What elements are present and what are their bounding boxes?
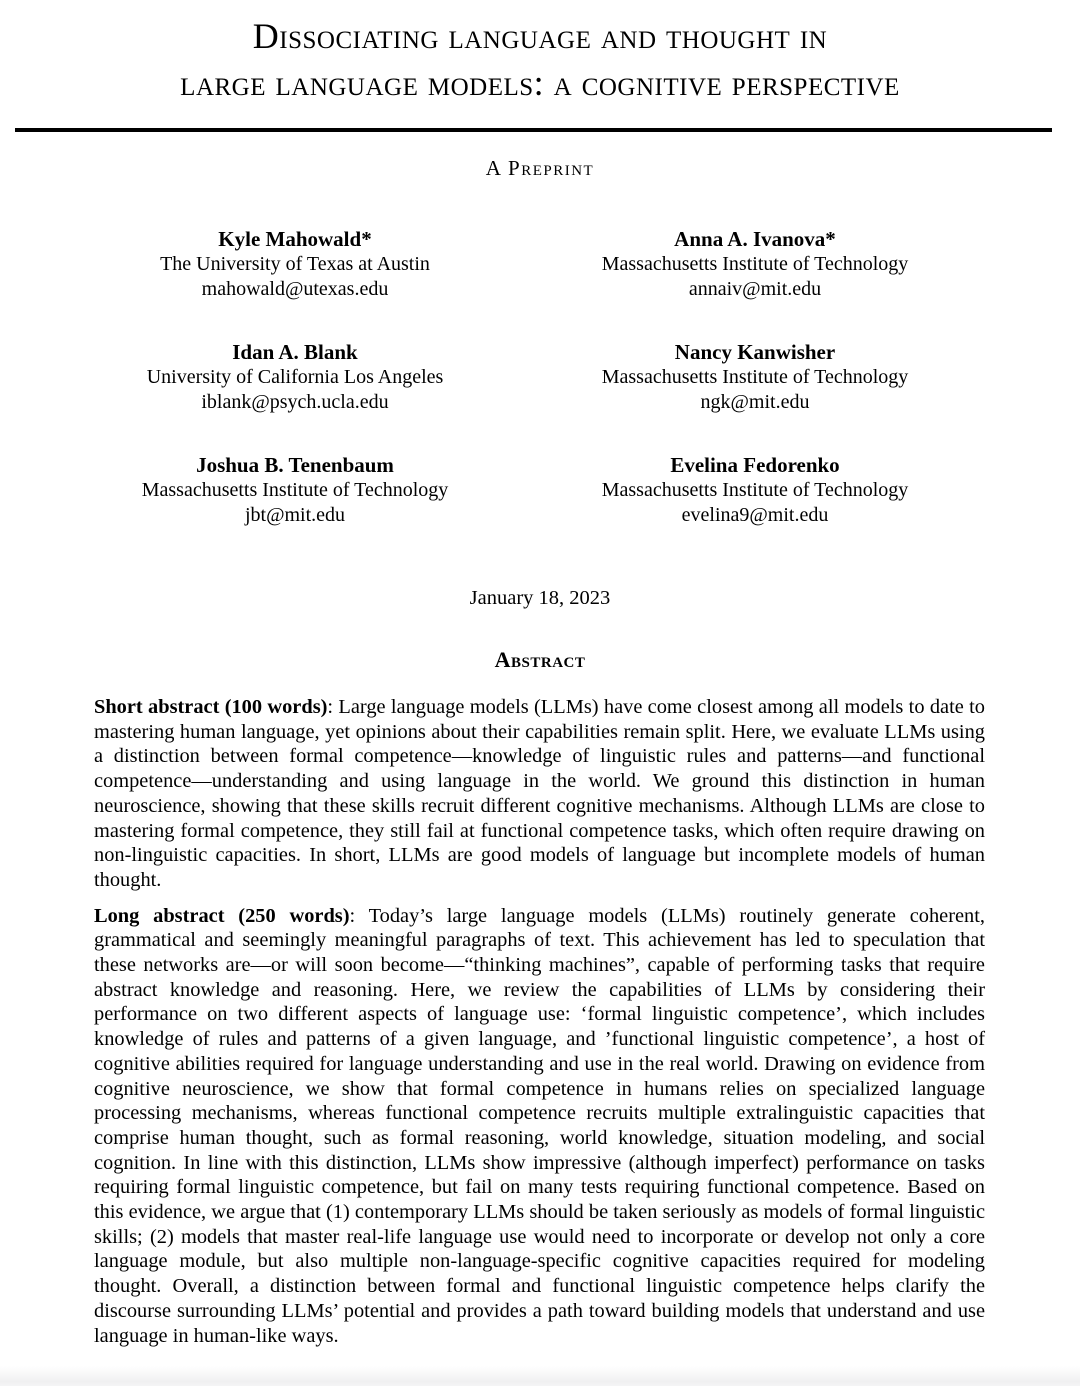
author-card (525, 339, 985, 415)
author-affiliation: The University of Texas at Austin (160, 253, 430, 275)
long-abstract-text: : Today’s large language models (LLMs) routinely generate coherent, grammatical and seemingly meaningful paragraphs of text. This achievement has led to speculation that these networks are—or will soon become—“thinking machines”, capable of performing tasks that require abstract knowledge and reasoning. Here, we review the capabilities of LLMs by considering their performance on two different aspects of language use: ‘formal linguistic competence’, which includes knowledge of rules and patterns of a given language, and ’functional linguistic competence’, a host of cognitive abilities required for language understanding and use in the real world. Drawing on evidence from cognitive neuroscience, we show that formal competence in humans relies on specialized language processing mechanisms, whereas functional competence recruits multiple extralinguistic capacities that comprise human thought, such as formal reasoning, world knowledge, situation modeling, and social cognition. In line with this distinction, LLMs show impressive (although imperfect) performance on tasks requiring formal linguistic competence, but fail on many tests requiring functional competence. Based on this evidence, we argue that (1) contemporary LLMs should be taken seriously as models of formal linguistic skills; (2) models that master real-life language use would need to incorporate or develop not only a core language module, but also multiple non-language-specific cognitive capacities required for modeling thought. Overall, a distinction between formal and functional linguistic competence helps clarify the discourse surrounding LLMs’ potential and provides a path toward building models that understand and use language in human-like ways. (94, 904, 985, 1347)
page-bottom-shadow (0, 1366, 1080, 1386)
author-affiliation: Massachusetts Institute of Technology (601, 479, 909, 501)
paper-header (0, 13, 1080, 182)
author-name: Nancy Kanwisher (674, 340, 836, 364)
author-affiliation: Massachusetts Institute of Technology (141, 479, 449, 501)
title-divider-rule (15, 128, 1052, 132)
short-abstract-paragraph (94, 695, 985, 893)
publication-date: January 18, 2023 (469, 587, 611, 609)
author-name: Evelina Fedorenko (670, 453, 840, 477)
abstract-section (0, 647, 1080, 1348)
author-name: Idan A. Blank (232, 340, 358, 364)
author-card (525, 452, 985, 528)
paper-title-line2: large language models: a cognitive perspective (180, 63, 900, 103)
author-name: Joshua B. Tenenbaum (196, 453, 394, 477)
author-card (65, 452, 525, 528)
author-email: ngk@mit.edu (700, 391, 810, 413)
author-card (525, 226, 985, 302)
preprint-label: A Preprint (485, 156, 595, 180)
author-email: annaiv@mit.edu (688, 278, 822, 300)
author-email: mahowald@utexas.edu (201, 278, 389, 300)
paper-title-line1: Dissociating language and thought in (252, 16, 828, 56)
author-email: evelina9@mit.edu (681, 504, 829, 526)
author-affiliation: Massachusetts Institute of Technology (601, 253, 909, 275)
author-affiliation: University of California Los Angeles (146, 366, 444, 388)
author-affiliation: Massachusetts Institute of Technology (601, 366, 909, 388)
paper-page (0, 13, 1080, 1386)
author-card (65, 339, 525, 415)
long-abstract-label: Long abstract (250 words) (94, 904, 350, 927)
author-email: jbt@mit.edu (244, 504, 346, 526)
long-abstract-paragraph (94, 904, 985, 1349)
author-name: Kyle Mahowald* (218, 227, 372, 251)
author-name: Anna A. Ivanova* (674, 227, 836, 251)
short-abstract-text: : Large language models (LLMs) have come closest among all models to date to mastering human language, yet opinions about their capabilities remain split. Here, we evaluate LLMs using a distinction between formal competence—knowledge of linguistic rules and patterns—and functional competence—understanding and using language in the world. We ground this distinction in human neuroscience, showing that these skills recruit different cognitive mechanisms. Although LLMs are close to mastering formal competence, they still fail at functional competence tasks, which often require drawing on non-linguistic capacities. In short, LLMs are good models of language but incomplete models of human thought. (94, 696, 985, 891)
abstract-heading: Abstract (494, 647, 586, 672)
short-abstract-label: Short abstract (100 words) (94, 696, 328, 718)
author-email: iblank@psych.ucla.edu (201, 391, 389, 413)
paper-title (0, 13, 1080, 107)
author-card (65, 226, 525, 302)
authors-block (65, 226, 985, 528)
